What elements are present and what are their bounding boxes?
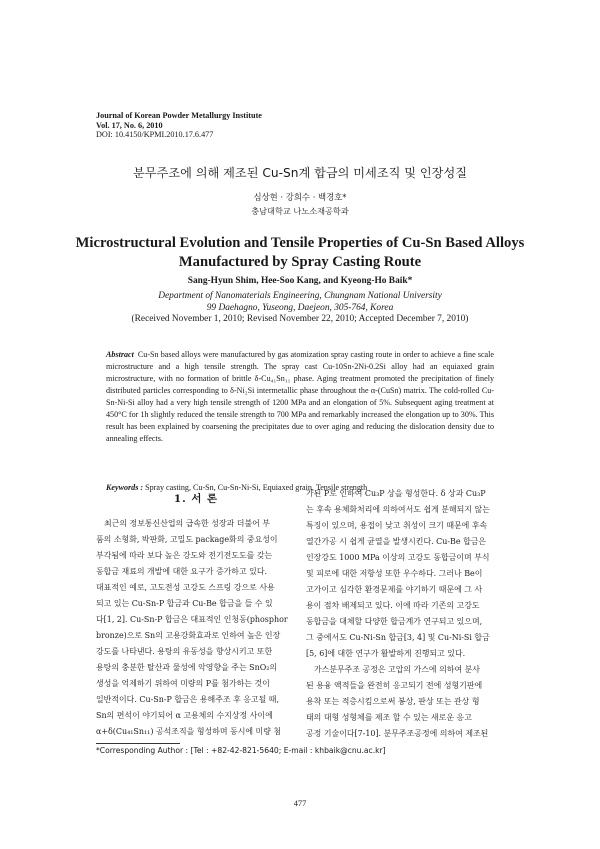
body-line: 용착 또는 적층시킴으로써 봉상, 판상 또는 관상 형 <box>306 697 480 706</box>
abstract <box>106 349 494 445</box>
keywords-text: Spray casting, Cu-Sn, Cu-Sn-Ni-Si, Equiaxed grain, Tensile strength <box>145 483 368 492</box>
body-line: 일반적이다. Cu-Sn-P 합금은 용해주조 후 응고될 때, <box>96 695 279 704</box>
body-line: 강도를 나타낸다. 용탕의 유동성을 향상시키고 또한 <box>96 647 273 656</box>
body-line: 부각됨에 따라 보다 높은 강도와 전기전도도를 갖는 <box>96 551 273 560</box>
body-line: 동합금을 대체할 다양한 합금계가 연구되고 있으며, <box>306 617 483 626</box>
footnote-rule <box>96 743 180 744</box>
page-number: 477 <box>293 799 307 808</box>
affiliation-english-line2: 99 Daehagno, Yuseong, Daejeon, 305-764, Korea <box>206 303 394 313</box>
journal-header <box>96 111 262 140</box>
body-line: 동합금 재료의 개발에 대한 요구가 증가하고 있다. <box>96 567 268 576</box>
body-line: 된 용융 액적들을 완전히 응고되기 전에 성형기판에 <box>306 681 483 690</box>
body-line: 고가이고 심각한 환경문제를 야기하기 때문에 그 사 <box>306 585 483 594</box>
body-line: 용탕의 충분한 탈산과 물성에 악영향을 주는 SnO₂의 <box>96 663 278 672</box>
body-line: bronze)으로 Sn의 고용강화효과로 인하여 높은 인장 <box>96 631 281 640</box>
journal-name: Journal of Korean Powder Metallurgy Institute <box>96 111 262 120</box>
body-line: 되고 있는 Cu-Sn-P 합금과 Cu-Be 합금을 들 수 있 <box>96 599 273 608</box>
body-line: 열간가공 시 쉽게 균열을 발생시킨다. Cu-Be 합금은 <box>306 537 487 546</box>
body-line: 품의 소형화, 박판화, 고밀도 package화의 중요성이 <box>96 535 278 544</box>
affiliation-korean: 충남대학교 나노소재공학과 <box>251 206 349 216</box>
body-line: Sn의 편석이 야기되어 α 고용체의 수지상정 사이에 <box>96 711 273 720</box>
keywords-label: Keywords : <box>106 483 144 492</box>
title-korean: 분무주조에 의해 제조된 Cu-Sn계 합금의 미세조직 및 인장성질 <box>133 166 467 180</box>
body-line: 용이 점차 배제되고 있다. 이에 따라 기존의 고강도 <box>306 601 480 610</box>
section-heading-introduction: 1. 서 론 <box>173 493 219 505</box>
body-line: 인장강도 1000 MPa 이상의 고강도 동합금이며 부식 <box>306 553 490 562</box>
body-line: 생성을 억제하기 위하여 미량의 P를 첨가하는 것이 <box>96 679 270 688</box>
abstract-label: Abstract <box>106 350 134 359</box>
journal-volume: Vol. 17, No. 6, 2010 <box>96 120 163 130</box>
body-line: 공정 기술이다[7-10]. 분무주조공정에 의하여 제조된 <box>306 729 489 738</box>
body-line: 다[1, 2]. Cu-Sn-P 합금은 대표적인 인청동(phosphor <box>96 615 288 624</box>
title-english-line2: Manufactured by Spray Casting Route <box>178 254 422 270</box>
body-line: 특징이 있으며, 용접이 낮고 취성이 크기 때문에 후속 <box>306 521 488 530</box>
body-line: 및 피로에 대한 저항성 또한 우수하다. 그러나 Be이 <box>306 569 483 578</box>
authors-korean: 심상현 · 강희수 · 백경호* <box>253 192 347 202</box>
title-english <box>0 234 600 272</box>
body-line: 대표적인 예로, 고도전성 고강도 스프링 강으로 사용 <box>96 583 275 592</box>
affiliation-english-line1: Department of Nanomaterials Engineering, Chungnam National University <box>158 291 442 301</box>
body-line: 최근의 정보통신산업의 급속한 성장과 더불어 부 <box>104 519 270 528</box>
journal-doi: DOI: 10.4150/KPMI.2010.17.6.477 <box>96 130 214 140</box>
body-line: 가된 P로 인하여 Cu₃P 상을 형성한다. δ 상과 Cu₃P <box>306 489 486 498</box>
title-english-line1: Microstructural Evolution and Tensile Properties of Cu-Sn Based Alloys <box>75 235 525 251</box>
body-line: 가스분무주조 공정은 고압의 가스에 의하여 분사 <box>314 665 480 674</box>
body-line: [5, 6]에 대한 연구가 활발하게 진행되고 있다. <box>306 649 466 658</box>
affiliation-english <box>0 290 600 314</box>
authors-english: Sang-Hyun Shim, Hee-Soo Kang, and Kyeong-Ho Baik* <box>187 276 413 286</box>
body-line: α+δ(Cu₄₁Sn₁₁) 공석조직을 형성하며 동시에 미량 첨 <box>96 727 282 736</box>
abstract-text: Cu-Sn based alloys were manufactured by gas atomization spray casting route in order to achieve a fine scale microstructure and a high tensile strength. The spray cast Cu-10Sn-2Ni-0.2Si alloy had an equiaxed grain microstructure, with no formation of brittle δ-Cu₄₁Sn₁₁ phase. Aging treatment promoted the precipitation of finely distributed particles corresponding to δ-Ni₂Si intermetallic phase throughout the α-(CuSn) matrix. The cold-rolled Cu-Sn-Ni-Si alloy had a very high tensile strength of 1200 MPa and an elongation of 5%. Subsequent aging treatment at 450°C for 1h slightly reduced the tensile strength to 700 MPa and remarkably increased the elongation up to 30%. This result has been explained by coarsening the precipitates due to over aging and reducing the dislocation density due to annealing effects. <box>106 350 494 443</box>
received-dates: (Received November 1, 2010; Revised November 22, 2010; Accepted December 7, 2010) <box>131 314 469 324</box>
body-line: 는 후속 용체화처리에 의하여서도 쉽게 분해되지 않는 <box>306 505 490 514</box>
corresponding-author-footnote: *Corresponding Author : [Tel : +82-42-821-5640; E-mail : khbaik@cnu.ac.kr] <box>96 746 386 755</box>
body-line: 태의 대형 성형체를 제조 할 수 있는 새로운 응고 <box>306 713 472 722</box>
body-line: 그 중에서도 Cu-Ni-Sn 합금[3, 4] 및 Cu-Ni-Si 합금 <box>306 633 490 642</box>
